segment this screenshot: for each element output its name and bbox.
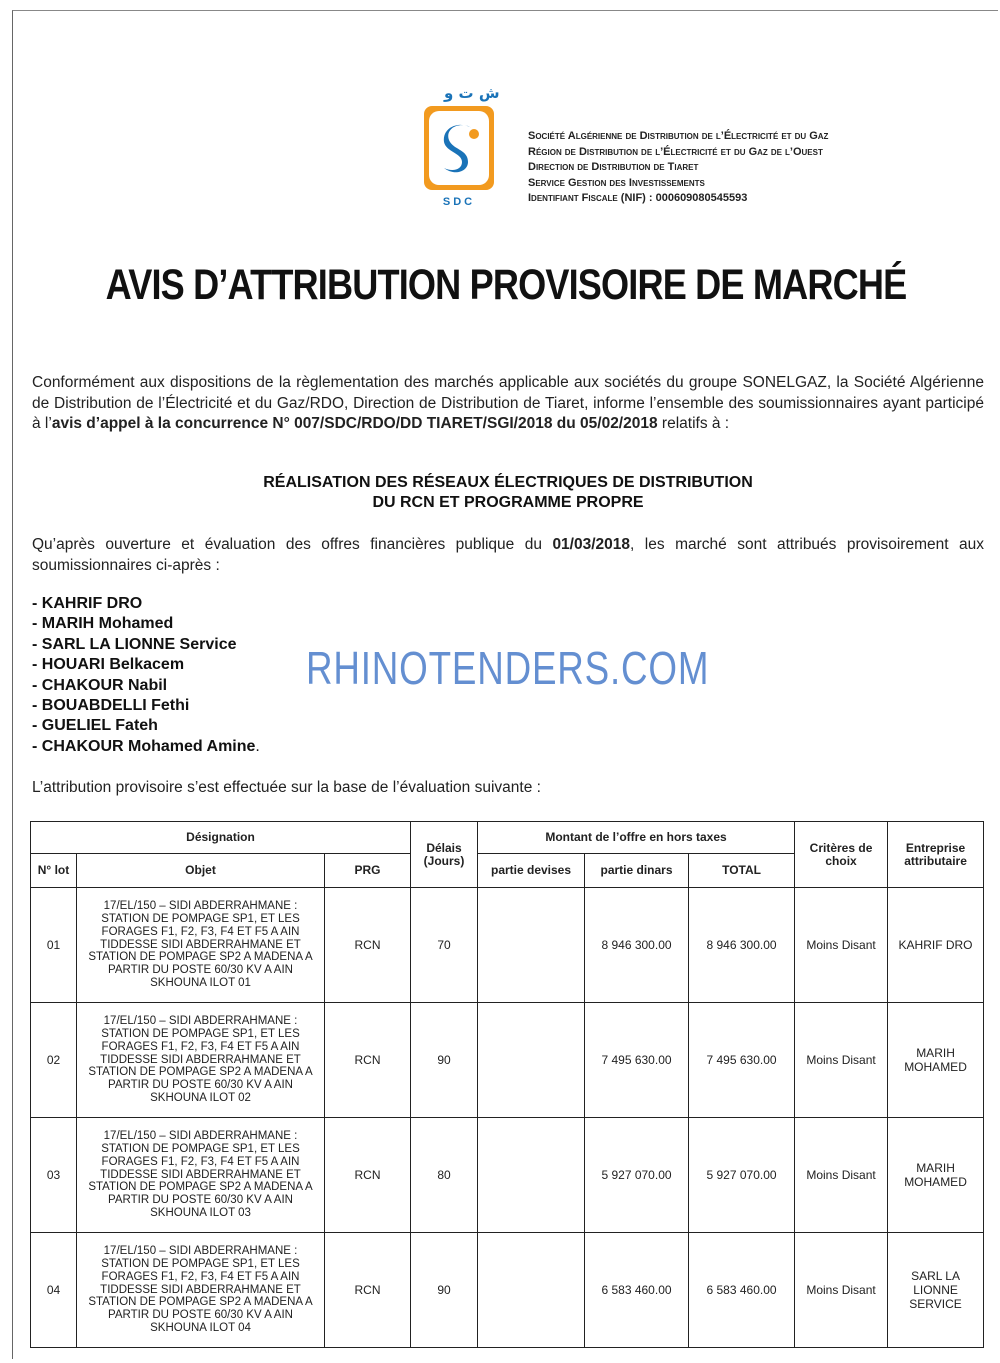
- header-lot: N° lot: [31, 854, 77, 888]
- table-row: [31, 1118, 984, 1233]
- cell-total: 8 946 300.00: [689, 888, 795, 1003]
- opening-date: 01/03/2018: [552, 536, 631, 553]
- cell-objet: 17/EL/150 – SIDI ABDERRAHMANE : STATION DE POMPAGE SP1, ET LES FORAGES F1, F2, F3, F4 ET F5 A AIN TIDDESSE SIDI ABDERRAHMANE ET STATION DE POMPAGE SP2 A MADENA A PARTIR DU POSTE 60/30 KV A AIN SKHOUNA ILOT 04: [77, 1233, 325, 1348]
- subject-line-1: RÉALISATION DES RÉSEAUX ÉLECTRIQUES DE DISTRIBUTION: [263, 474, 753, 491]
- bidder-item: [32, 696, 260, 716]
- org-line-direction: Direction de Distribution de Tiaret: [528, 161, 699, 174]
- intro-text-before: Conformément aux dispositions de la règlementation des marchés applicable aux sociétés du groupe SONELGAZ, la Société Algérienne de Distribution de l’Électricité et du Gaz/RDO, Direction de Distribution de Tiaret, informe l’ensemble des soumissionnaires ayant participé à l’: [32, 374, 984, 432]
- page-title: AVIS D’ATTRIBUTION PROVISOIRE DE MARCHÉ: [105, 261, 907, 309]
- cell-criteres: Moins Disant: [795, 1233, 888, 1348]
- cell-delais: 90: [411, 1003, 478, 1118]
- bidder-name: - HOUARI Belkacem: [32, 656, 185, 674]
- header-montant: Montant de l’offre en hors taxes: [478, 822, 795, 854]
- bidder-list: [32, 594, 260, 757]
- bidder-name: - MARIH Mohamed: [32, 615, 174, 633]
- table-row: [31, 888, 984, 1003]
- cell-delais: 90: [411, 1233, 478, 1348]
- cell-dinars: 6 583 460.00: [585, 1233, 689, 1348]
- bidder-name: - CHAKOUR Nabil: [32, 676, 168, 694]
- bidder-item: [32, 614, 260, 634]
- cell-delais: 70: [411, 888, 478, 1003]
- cell-entreprise: SARL LA LIONNE SERVICE: [888, 1233, 984, 1348]
- sdc-logo-icon: [424, 106, 494, 190]
- cell-dinars: 5 927 070.00: [585, 1118, 689, 1233]
- cell-prg: RCN: [325, 888, 411, 1003]
- header-prg: PRG: [325, 854, 411, 888]
- bidder-item: [32, 655, 260, 675]
- cell-lot: 04: [31, 1233, 77, 1348]
- logo-sdc-text: SDC: [442, 196, 476, 208]
- cell-objet: 17/EL/150 – SIDI ABDERRAHMANE : STATION DE POMPAGE SP1, ET LES FORAGES F1, F2, F3, F4 ET F5 A AIN TIDDESSE SIDI ABDERRAHMANE ET STATION DE POMPAGE SP2 A MADENA A PARTIR DU POSTE 60/30 KV A AIN SKHOUNA ILOT 01: [77, 888, 325, 1003]
- awards-table: [30, 821, 984, 1348]
- logo-arabic-initials: ش ت و: [444, 84, 500, 102]
- intro-paragraph: [32, 373, 984, 435]
- header-devises: partie devises: [478, 854, 585, 888]
- bidder-name: - GUELIEL Fateh: [32, 717, 158, 735]
- bidder-item: [32, 676, 260, 696]
- bidder-name: - CHAKOUR Mohamed Amine: [32, 737, 256, 755]
- cell-delais: 80: [411, 1118, 478, 1233]
- cell-criteres: Moins Disant: [795, 1003, 888, 1118]
- cell-total: 5 927 070.00: [689, 1118, 795, 1233]
- cell-criteres: Moins Disant: [795, 1118, 888, 1233]
- bidder-list-end: .: [255, 737, 260, 755]
- cell-devises: [478, 1003, 585, 1118]
- table-row: [31, 1233, 984, 1348]
- cell-prg: RCN: [325, 1003, 411, 1118]
- cell-dinars: 7 495 630.00: [585, 1003, 689, 1118]
- bidder-name: - KAHRIF DRO: [32, 595, 143, 612]
- tender-subject: [32, 473, 984, 513]
- table-row: [31, 1003, 984, 1118]
- cell-objet: 17/EL/150 – SIDI ABDERRAHMANE : STATION DE POMPAGE SP1, ET LES FORAGES F1, F2, F3, F4 ET F5 A AIN TIDDESSE SIDI ABDERRAHMANE ET STATION DE POMPAGE SP2 A MADENA A PARTIR DU POSTE 60/30 KV A AIN SKHOUNA ILOT 02: [77, 1003, 325, 1118]
- bidder-item: [32, 737, 260, 757]
- evaluation-intro: L’attribution provisoire s’est effectuée sur la base de l’évaluation suivante :: [32, 779, 541, 796]
- opening-paragraph: [32, 535, 984, 576]
- cell-devises: [478, 1118, 585, 1233]
- cell-objet: 17/EL/150 – SIDI ABDERRAHMANE : STATION DE POMPAGE SP1, ET LES FORAGES F1, F2, F3, F4 ET F5 A AIN TIDDESSE SIDI ABDERRAHMANE ET STATION DE POMPAGE SP2 A MADENA A PARTIR DU POSTE 60/30 KV A AIN SKHOUNA ILOT 03: [77, 1118, 325, 1233]
- cell-total: 7 495 630.00: [689, 1003, 795, 1118]
- header-criteres: Critères de choix: [795, 822, 888, 888]
- opening-text-before: Qu’après ouverture et évaluation des offres financières publique du: [32, 536, 553, 553]
- org-line-company: Société Algérienne de Distribution de l’Électricité et du Gaz: [528, 130, 829, 142]
- intro-text-after: relatifs à :: [657, 415, 730, 432]
- cell-prg: RCN: [325, 1118, 411, 1233]
- cell-prg: RCN: [325, 1233, 411, 1348]
- cell-entreprise: MARIH MOHAMED: [888, 1003, 984, 1118]
- org-line-region: Région de Distribution de l’Électricité et du Gaz de l’Ouest: [528, 145, 823, 158]
- cell-lot: 02: [31, 1003, 77, 1118]
- cell-devises: [478, 888, 585, 1003]
- watermark: RHINOTENDERS.COM: [306, 642, 710, 694]
- subject-line-2: DU RCN ET PROGRAMME PROPRE: [372, 494, 644, 511]
- bidder-name: - BOUABDELLI Fethi: [32, 697, 190, 715]
- cell-lot: 01: [31, 888, 77, 1003]
- header-entreprise: Entreprise attributaire: [888, 822, 984, 888]
- sdc-logo-mark: [424, 106, 494, 190]
- bidder-item: [32, 594, 260, 614]
- org-line-service: Service Gestion des Investissements: [528, 176, 705, 189]
- header-dinars: partie dinars: [585, 854, 689, 888]
- cell-dinars: 8 946 300.00: [585, 888, 689, 1003]
- opening-text-after: , les marché sont attribués provisoirement aux soumissionnaires ci-après :: [32, 536, 984, 574]
- cell-devises: [478, 1233, 585, 1348]
- cell-criteres: Moins Disant: [795, 888, 888, 1003]
- org-line-nif: Identifiant Fiscale (NIF) : 000609080545593: [528, 192, 748, 205]
- header-total: TOTAL: [689, 854, 795, 888]
- cell-total: 6 583 460.00: [689, 1233, 795, 1348]
- cell-entreprise: KAHRIF DRO: [888, 888, 984, 1003]
- bidder-name: - SARL LA LIONNE Service: [32, 635, 237, 653]
- organization-header: [528, 129, 828, 207]
- bidder-item: [32, 716, 260, 736]
- header-delais: Délais (Jours): [411, 822, 478, 888]
- cell-entreprise: MARIH MOHAMED: [888, 1118, 984, 1233]
- bidder-item: [32, 635, 260, 655]
- intro-tender-reference: avis d’appel à la concurrence N° 007/SDC/RDO/DD TIARET/SGI/2018 du 05/02/2018: [51, 415, 658, 432]
- header-objet: Objet: [77, 854, 325, 888]
- header-designation: Désignation: [31, 822, 411, 854]
- cell-lot: 03: [31, 1118, 77, 1233]
